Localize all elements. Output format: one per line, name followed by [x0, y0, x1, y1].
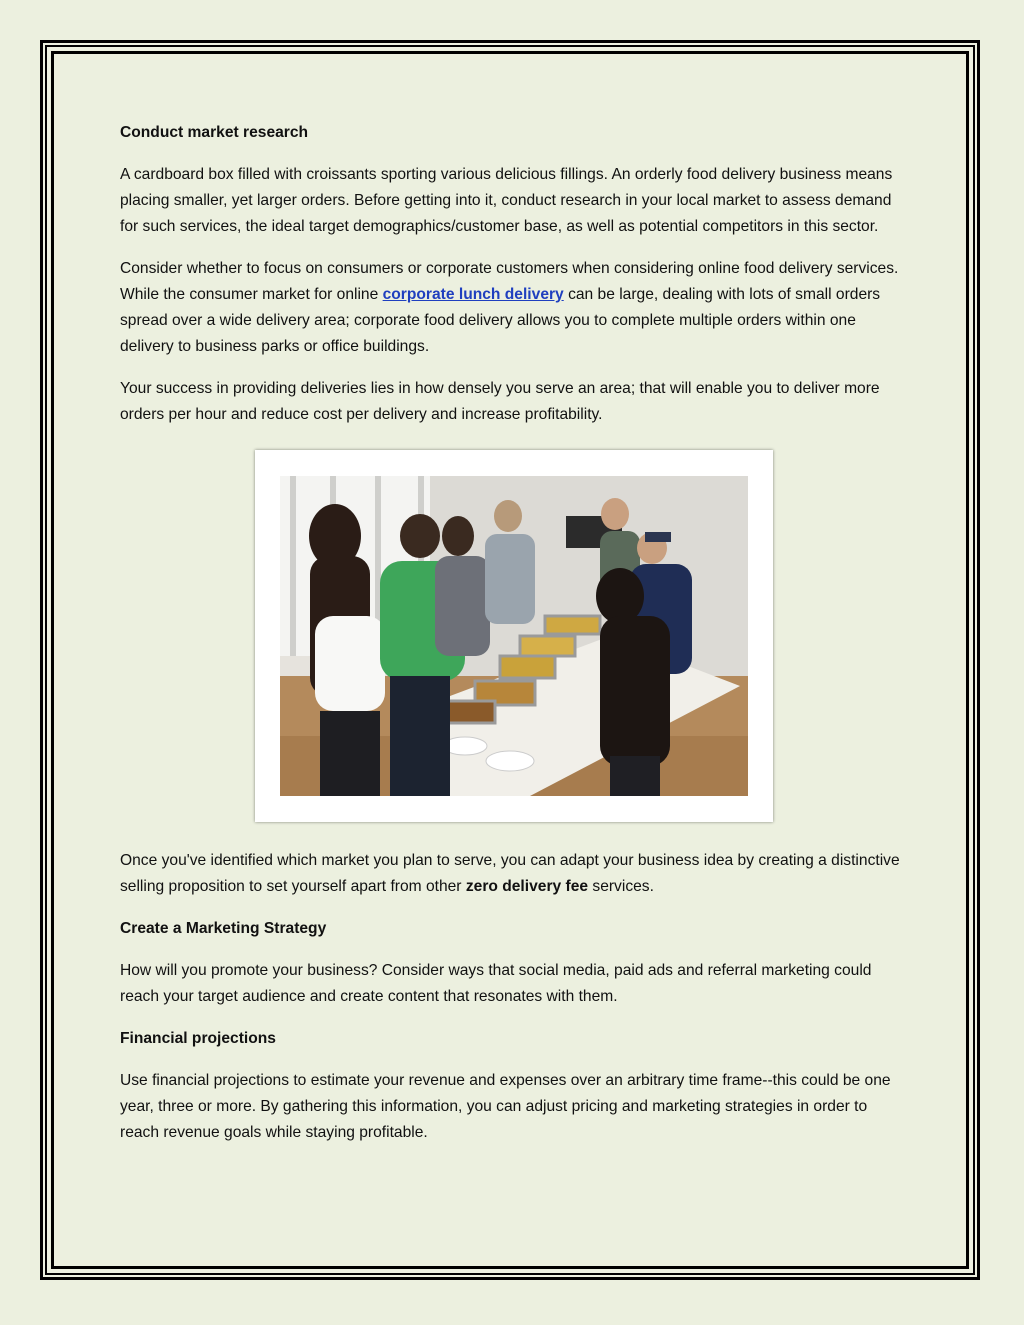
paragraph-text: services. [588, 878, 654, 895]
paragraph-text: Consider whether to focus on consumers or corporate customers when considering online food delivery services. While the consumer market for online [120, 260, 899, 303]
buffet-photo-frame [255, 450, 773, 822]
paragraph-density: Your success in providing deliveries lies in how densely you serve an area; that will enable you to deliver more orders per hour and reduce cost per delivery and increase profitability. [120, 380, 880, 423]
paragraph-selling-proposition [120, 848, 910, 900]
paragraph-consumer-vs-corporate [120, 256, 910, 360]
buffet-photo [280, 476, 748, 796]
document-content [120, 120, 910, 1162]
paragraph-text: Once you've identified which market you plan to serve, you can adapt your business idea by creating a distinctive selling proposition to set yourself apart from other [120, 852, 900, 895]
heading-market-research: Conduct market research [120, 124, 309, 141]
heading-financial-projections: Financial projections [120, 1030, 276, 1047]
paragraph-croissants: A cardboard box filled with croissants sporting various delicious fillings. An orderly food delivery business means placing smaller, yet larger orders. Before getting into it, conduct research in your local market to assess demand for such services, the ideal target demographics/customer base, as well as potential competitors in this sector. [120, 166, 893, 235]
paragraph-promotion: How will you promote your business? Consider ways that social media, paid ads and referral marketing could reach your target audience and create content that resonates with them. [120, 962, 872, 1005]
paragraph-text: can be large, dealing with lots of small orders spread over a wide delivery area; corporate food delivery allows you to complete multiple orders within one delivery to business parks or office buildings. [120, 286, 881, 355]
bold-term: zero delivery fee [465, 878, 589, 895]
paragraph-financial: Use financial projections to estimate your revenue and expenses over an arbitrary time frame--this could be one year, three or more. By gathering this information, you can adjust pricing and marketing strategies in order to reach revenue goals while staying profitable. [120, 1072, 891, 1141]
corporate-lunch-delivery-link[interactable]: corporate lunch delivery [382, 286, 564, 303]
heading-marketing-strategy: Create a Marketing Strategy [120, 920, 327, 937]
